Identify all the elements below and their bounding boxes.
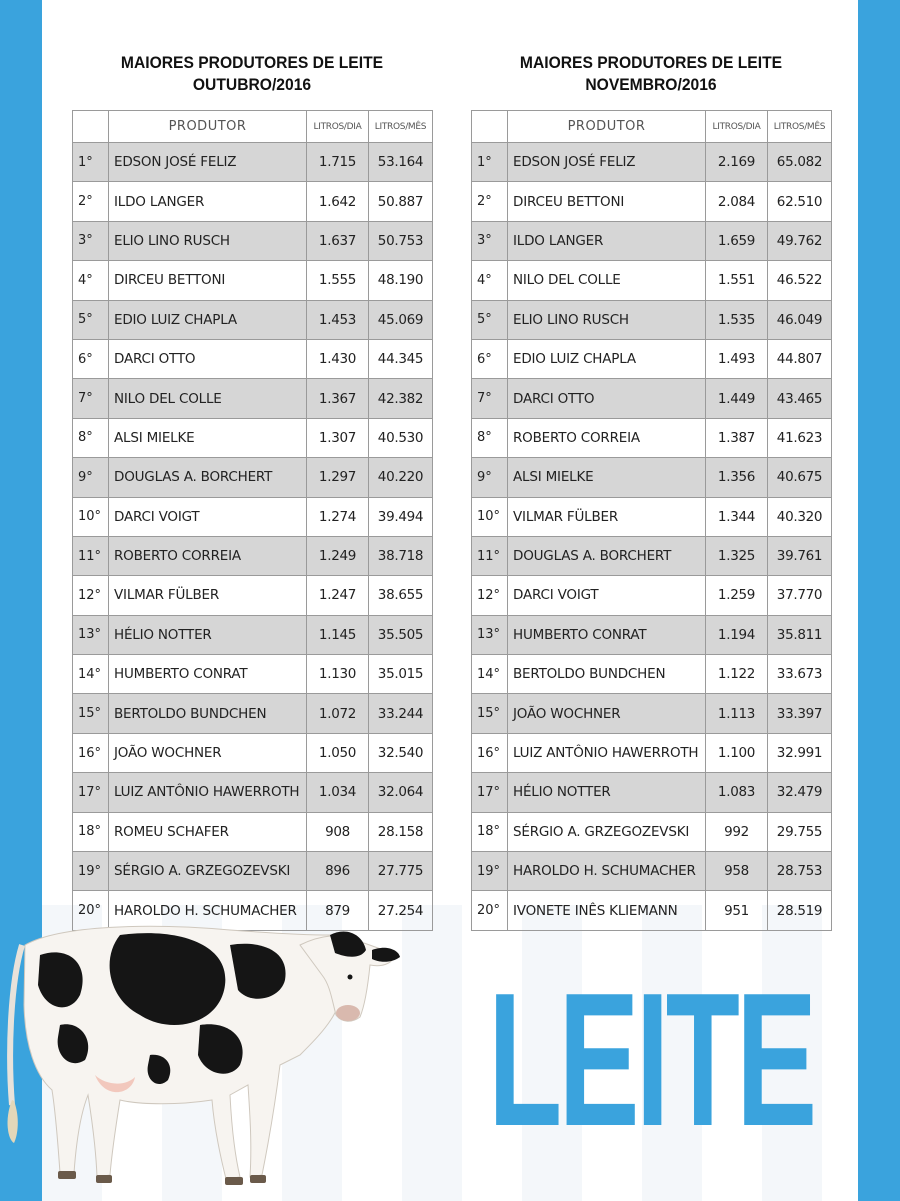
october-table-row — [73, 379, 433, 418]
october-litros-mes-cell: 33.244 — [369, 694, 433, 733]
october-rank-cell: 14° — [73, 655, 109, 694]
november-producer-name-cell: VILMAR FÜLBER — [508, 497, 706, 536]
november-header-litros-dia: LITROS/DIA — [706, 111, 768, 143]
november-litros-mes-cell: 49.762 — [768, 221, 832, 260]
november-producer-name-cell: HÉLIO NOTTER — [508, 773, 706, 812]
october-litros-mes-cell: 28.158 — [369, 812, 433, 851]
november-litros-dia-cell: 1.551 — [706, 261, 768, 300]
october-ranking — [72, 52, 432, 931]
october-header-rank — [73, 111, 109, 143]
november-litros-mes-cell: 40.675 — [768, 458, 832, 497]
october-producer-name-cell: HUMBERTO CONRAT — [109, 655, 307, 694]
october-table-row — [73, 143, 433, 182]
november-litros-dia-cell: 1.100 — [706, 733, 768, 772]
november-litros-mes-cell: 28.753 — [768, 852, 832, 891]
november-litros-mes-cell: 62.510 — [768, 182, 832, 221]
october-litros-mes-cell: 42.382 — [369, 379, 433, 418]
november-litros-mes-cell: 37.770 — [768, 576, 832, 615]
november-rank-cell: 15° — [472, 694, 508, 733]
november-table-row — [472, 458, 832, 497]
october-litros-mes-cell: 53.164 — [369, 143, 433, 182]
november-litros-dia-cell: 1.387 — [706, 418, 768, 457]
october-producer-name-cell: ELIO LINO RUSCH — [109, 221, 307, 260]
november-header-row — [472, 111, 832, 143]
november-litros-mes-cell: 33.673 — [768, 655, 832, 694]
november-table-row — [472, 143, 832, 182]
october-table-row — [73, 733, 433, 772]
october-litros-dia-cell: 1.453 — [307, 300, 369, 339]
november-ranking — [471, 52, 831, 931]
november-litros-mes-cell: 65.082 — [768, 143, 832, 182]
october-litros-dia-cell: 1.072 — [307, 694, 369, 733]
november-table-row — [472, 300, 832, 339]
october-litros-mes-cell: 44.345 — [369, 339, 433, 378]
october-producer-name-cell: BERTOLDO BUNDCHEN — [109, 694, 307, 733]
october-litros-dia-cell: 1.715 — [307, 143, 369, 182]
november-producer-name-cell: HAROLDO H. SCHUMACHER — [508, 852, 706, 891]
november-rank-cell: 13° — [472, 615, 508, 654]
november-litros-mes-cell: 29.755 — [768, 812, 832, 851]
october-table-row — [73, 576, 433, 615]
november-producer-name-cell: EDSON JOSÉ FELIZ — [508, 143, 706, 182]
october-litros-mes-cell: 40.530 — [369, 418, 433, 457]
november-litros-dia-cell: 1.113 — [706, 694, 768, 733]
october-litros-mes-cell: 39.494 — [369, 497, 433, 536]
october-table-row — [73, 852, 433, 891]
october-producer-name-cell: HÉLIO NOTTER — [109, 615, 307, 654]
october-header-row — [73, 111, 433, 143]
october-table-row — [73, 812, 433, 851]
november-litros-mes-cell: 46.522 — [768, 261, 832, 300]
november-table-row — [472, 261, 832, 300]
october-litros-dia-cell: 1.367 — [307, 379, 369, 418]
october-rank-cell: 10° — [73, 497, 109, 536]
october-litros-dia-cell: 1.555 — [307, 261, 369, 300]
november-litros-dia-cell: 1.122 — [706, 655, 768, 694]
october-table — [72, 110, 433, 931]
october-producer-name-cell: HAROLDO H. SCHUMACHER — [109, 891, 307, 930]
november-table-row — [472, 497, 832, 536]
october-rank-cell: 4° — [73, 261, 109, 300]
october-litros-dia-cell: 1.034 — [307, 773, 369, 812]
october-litros-mes-cell: 48.190 — [369, 261, 433, 300]
november-litros-dia-cell: 2.169 — [706, 143, 768, 182]
november-rank-cell: 3° — [472, 221, 508, 260]
november-litros-mes-cell: 40.320 — [768, 497, 832, 536]
november-rank-cell: 10° — [472, 497, 508, 536]
november-table-row — [472, 852, 832, 891]
november-litros-mes-cell: 28.519 — [768, 891, 832, 930]
november-table-row — [472, 733, 832, 772]
november-title — [485, 52, 816, 96]
october-litros-dia-cell: 1.130 — [307, 655, 369, 694]
october-rank-cell: 8° — [73, 418, 109, 457]
november-producer-name-cell: JOÃO WOCHNER — [508, 694, 706, 733]
november-litros-mes-cell: 33.397 — [768, 694, 832, 733]
october-table-row — [73, 536, 433, 575]
november-litros-dia-cell: 958 — [706, 852, 768, 891]
october-table-row — [73, 655, 433, 694]
november-rank-cell: 17° — [472, 773, 508, 812]
november-header-produtor: PRODUTOR — [508, 111, 706, 143]
october-litros-mes-cell: 50.887 — [369, 182, 433, 221]
november-litros-mes-cell: 44.807 — [768, 339, 832, 378]
october-title-line1: MAIORES PRODUTORES DE LEITE — [120, 53, 384, 72]
october-header-litros-dia: LITROS/DIA — [307, 111, 369, 143]
november-table-row — [472, 812, 832, 851]
november-producer-name-cell: ROBERTO CORREIA — [508, 418, 706, 457]
november-litros-dia-cell: 2.084 — [706, 182, 768, 221]
november-litros-dia-cell: 1.194 — [706, 615, 768, 654]
october-litros-dia-cell: 1.430 — [307, 339, 369, 378]
october-rank-cell: 20° — [73, 891, 109, 930]
november-producer-name-cell: EDIO LUIZ CHAPLA — [508, 339, 706, 378]
october-producer-name-cell: DOUGLAS A. BORCHERT — [109, 458, 307, 497]
october-producer-name-cell: NILO DEL COLLE — [109, 379, 307, 418]
october-litros-mes-cell: 32.064 — [369, 773, 433, 812]
november-table-row — [472, 576, 832, 615]
november-litros-mes-cell: 46.049 — [768, 300, 832, 339]
october-producer-name-cell: EDIO LUIZ CHAPLA — [109, 300, 307, 339]
october-producer-name-cell: JOÃO WOCHNER — [109, 733, 307, 772]
october-litros-mes-cell: 27.775 — [369, 852, 433, 891]
november-table-row — [472, 339, 832, 378]
right-blue-band — [858, 0, 900, 1201]
november-rank-cell: 5° — [472, 300, 508, 339]
november-header-litros-mes: LITROS/MÊS — [768, 111, 832, 143]
november-litros-mes-cell: 39.761 — [768, 536, 832, 575]
october-table-row — [73, 773, 433, 812]
november-rank-cell: 19° — [472, 852, 508, 891]
october-litros-dia-cell: 879 — [307, 891, 369, 930]
november-producer-name-cell: DOUGLAS A. BORCHERT — [508, 536, 706, 575]
november-litros-dia-cell: 951 — [706, 891, 768, 930]
october-rank-cell: 1° — [73, 143, 109, 182]
october-producer-name-cell: ROBERTO CORREIA — [109, 536, 307, 575]
october-table-row — [73, 694, 433, 733]
october-table-row — [73, 221, 433, 260]
november-table-row — [472, 536, 832, 575]
october-producer-name-cell: DARCI OTTO — [109, 339, 307, 378]
october-table-row — [73, 261, 433, 300]
november-producer-name-cell: DIRCEU BETTONI — [508, 182, 706, 221]
october-rank-cell: 5° — [73, 300, 109, 339]
october-producer-name-cell: ILDO LANGER — [109, 182, 307, 221]
october-litros-dia-cell: 1.050 — [307, 733, 369, 772]
october-rank-cell: 3° — [73, 221, 109, 260]
november-producer-name-cell: HUMBERTO CONRAT — [508, 615, 706, 654]
october-litros-dia-cell: 896 — [307, 852, 369, 891]
november-litros-dia-cell: 1.344 — [706, 497, 768, 536]
october-header-produtor: PRODUTOR — [109, 111, 307, 143]
november-rank-cell: 9° — [472, 458, 508, 497]
october-litros-dia-cell: 908 — [307, 812, 369, 851]
november-table — [471, 110, 832, 931]
november-table-row — [472, 891, 832, 930]
november-producer-name-cell: ILDO LANGER — [508, 221, 706, 260]
november-table-row — [472, 379, 832, 418]
october-rank-cell: 15° — [73, 694, 109, 733]
november-producer-name-cell: ELIO LINO RUSCH — [508, 300, 706, 339]
october-rank-cell: 7° — [73, 379, 109, 418]
november-litros-mes-cell: 32.991 — [768, 733, 832, 772]
november-rank-cell: 8° — [472, 418, 508, 457]
october-rank-cell: 13° — [73, 615, 109, 654]
october-litros-dia-cell: 1.642 — [307, 182, 369, 221]
november-litros-dia-cell: 1.356 — [706, 458, 768, 497]
october-litros-mes-cell: 50.753 — [369, 221, 433, 260]
november-producer-name-cell: DARCI OTTO — [508, 379, 706, 418]
november-rank-cell: 12° — [472, 576, 508, 615]
november-rank-cell: 7° — [472, 379, 508, 418]
november-producer-name-cell: ALSI MIELKE — [508, 458, 706, 497]
october-litros-dia-cell: 1.297 — [307, 458, 369, 497]
november-header-rank — [472, 111, 508, 143]
october-litros-mes-cell: 38.655 — [369, 576, 433, 615]
november-table-row — [472, 615, 832, 654]
november-table-row — [472, 655, 832, 694]
october-litros-mes-cell: 35.505 — [369, 615, 433, 654]
october-producer-name-cell: DIRCEU BETTONI — [109, 261, 307, 300]
october-producer-name-cell: LUIZ ANTÔNIO HAWERROTH — [109, 773, 307, 812]
november-producer-name-cell: LUIZ ANTÔNIO HAWERROTH — [508, 733, 706, 772]
november-producer-name-cell: SÉRGIO A. GRZEGOZEVSKI — [508, 812, 706, 851]
october-rank-cell: 12° — [73, 576, 109, 615]
october-producer-name-cell: DARCI VOIGT — [109, 497, 307, 536]
november-producer-name-cell: DARCI VOIGT — [508, 576, 706, 615]
october-rank-cell: 11° — [73, 536, 109, 575]
november-rank-cell: 18° — [472, 812, 508, 851]
november-rank-cell: 11° — [472, 536, 508, 575]
november-litros-dia-cell: 1.449 — [706, 379, 768, 418]
october-litros-mes-cell: 38.718 — [369, 536, 433, 575]
november-litros-dia-cell: 1.659 — [706, 221, 768, 260]
leite-banner: LEITE — [488, 954, 814, 1166]
october-litros-dia-cell: 1.637 — [307, 221, 369, 260]
october-table-row — [73, 418, 433, 457]
october-litros-dia-cell: 1.145 — [307, 615, 369, 654]
november-rank-cell: 6° — [472, 339, 508, 378]
october-table-row — [73, 182, 433, 221]
october-table-row — [73, 339, 433, 378]
october-table-row — [73, 300, 433, 339]
november-litros-dia-cell: 1.325 — [706, 536, 768, 575]
november-producer-name-cell: BERTOLDO BUNDCHEN — [508, 655, 706, 694]
november-producer-name-cell: NILO DEL COLLE — [508, 261, 706, 300]
october-litros-dia-cell: 1.249 — [307, 536, 369, 575]
october-header-litros-mes: LITROS/MÊS — [369, 111, 433, 143]
october-litros-dia-cell: 1.307 — [307, 418, 369, 457]
october-rank-cell: 9° — [73, 458, 109, 497]
october-producer-name-cell: ALSI MIELKE — [109, 418, 307, 457]
october-litros-dia-cell: 1.247 — [307, 576, 369, 615]
october-title — [86, 52, 417, 96]
october-rank-cell: 19° — [73, 852, 109, 891]
november-table-row — [472, 773, 832, 812]
october-rank-cell: 16° — [73, 733, 109, 772]
november-litros-mes-cell: 41.623 — [768, 418, 832, 457]
november-table-row — [472, 182, 832, 221]
november-table-row — [472, 418, 832, 457]
october-producer-name-cell: VILMAR FÜLBER — [109, 576, 307, 615]
october-producer-name-cell: ROMEU SCHAFER — [109, 812, 307, 851]
october-table-row — [73, 615, 433, 654]
november-litros-mes-cell: 35.811 — [768, 615, 832, 654]
october-litros-mes-cell: 27.254 — [369, 891, 433, 930]
november-rank-cell: 4° — [472, 261, 508, 300]
november-table-row — [472, 221, 832, 260]
november-litros-mes-cell: 43.465 — [768, 379, 832, 418]
november-title-line2: NOVEMBRO/2016 — [585, 75, 717, 94]
october-rank-cell: 2° — [73, 182, 109, 221]
november-litros-mes-cell: 32.479 — [768, 773, 832, 812]
cow-illustration — [0, 905, 420, 1201]
october-litros-mes-cell: 35.015 — [369, 655, 433, 694]
october-litros-mes-cell: 45.069 — [369, 300, 433, 339]
october-litros-dia-cell: 1.274 — [307, 497, 369, 536]
october-producer-name-cell: EDSON JOSÉ FELIZ — [109, 143, 307, 182]
november-litros-dia-cell: 1.493 — [706, 339, 768, 378]
november-producer-name-cell: IVONETE INÊS KLIEMANN — [508, 891, 706, 930]
november-rank-cell: 20° — [472, 891, 508, 930]
november-litros-dia-cell: 1.083 — [706, 773, 768, 812]
october-producer-name-cell: SÉRGIO A. GRZEGOZEVSKI — [109, 852, 307, 891]
november-rank-cell: 14° — [472, 655, 508, 694]
october-rank-cell: 18° — [73, 812, 109, 851]
october-rank-cell: 6° — [73, 339, 109, 378]
november-litros-dia-cell: 1.535 — [706, 300, 768, 339]
october-rank-cell: 17° — [73, 773, 109, 812]
november-rank-cell: 2° — [472, 182, 508, 221]
november-litros-dia-cell: 1.259 — [706, 576, 768, 615]
november-title-line1: MAIORES PRODUTORES DE LEITE — [519, 53, 783, 72]
october-table-row — [73, 497, 433, 536]
october-litros-mes-cell: 40.220 — [369, 458, 433, 497]
october-litros-mes-cell: 32.540 — [369, 733, 433, 772]
october-title-line2: OUTUBRO/2016 — [192, 75, 312, 94]
october-table-row — [73, 458, 433, 497]
november-litros-dia-cell: 992 — [706, 812, 768, 851]
november-rank-cell: 16° — [472, 733, 508, 772]
november-table-row — [472, 694, 832, 733]
november-rank-cell: 1° — [472, 143, 508, 182]
